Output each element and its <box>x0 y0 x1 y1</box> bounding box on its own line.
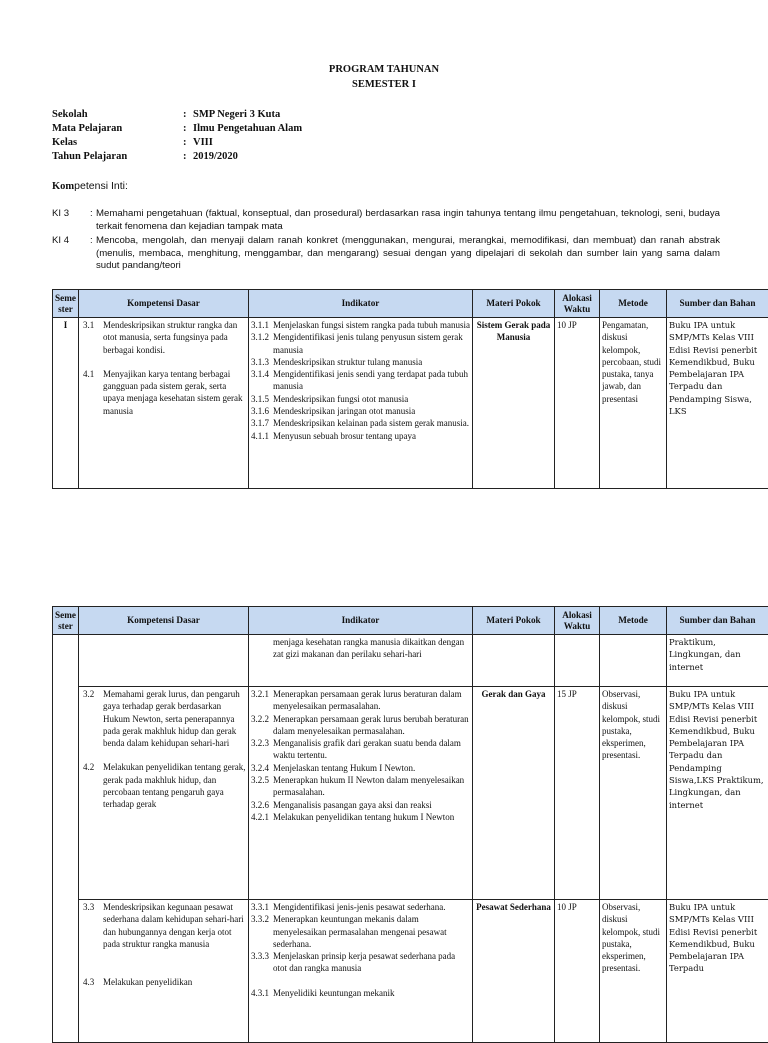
alokasi-cell <box>555 318 600 489</box>
ki-code: KI 3 <box>52 208 69 221</box>
metode-cell <box>600 900 667 1043</box>
kd-item: 3.1 Mendeskripsikan struktur rangka dan otot manusia, serta fungsinya pada berbagai kondisi. <box>81 319 246 356</box>
info-value: SMP Negeri 3 Kuta <box>193 109 280 120</box>
info-value: VIII <box>193 137 213 148</box>
table-row <box>53 900 768 1043</box>
indikator-item: 3.3.3 Menjelaskan prinsip kerja pesawat sederhana pada otot dan rangka manusia <box>251 950 470 975</box>
kd-cell <box>79 635 249 687</box>
info-value: Ilmu Pengetahuan Alam <box>193 123 302 134</box>
metode-cell <box>600 318 667 489</box>
info-label: Sekolah <box>52 109 88 120</box>
indikator-item: 3.3.1 Mengidentifikasi jenis-jenis pesawat sederhana. <box>251 901 470 913</box>
indikator-item: 4.3.1 Menyelidiki keuntungan mekanik <box>251 987 470 999</box>
table-row <box>53 687 768 900</box>
kd-item: 4.3 Melakukan penyelidikan <box>81 976 246 988</box>
kd-item: 4.2 Melakukan penyelidikan tentang gerak, gerak pada makhluk hidup, dan percobaan tentang pengaruh gaya terhadap gerak <box>81 761 246 810</box>
header-alokasi-waktu: Alokasi Waktu <box>555 290 600 318</box>
indikator-item: 4.1.1 Menyusun sebuah brosur tentang upaya <box>251 430 470 442</box>
materi-cell <box>473 318 555 489</box>
indikator-cell <box>249 687 473 900</box>
header-kompetensi-dasar: Kompetensi Dasar <box>79 607 249 635</box>
indikator-item: 3.2.6 Menganalisis pasangan gaya aksi dan reaksi <box>251 799 470 811</box>
indikator-cell <box>249 900 473 1043</box>
header-kompetensi-dasar: Kompetensi Dasar <box>79 290 249 318</box>
sumber-value: Buku IPA untuk SMP/MTs Kelas VIII Edisi Revisi penerbit Kemendikbud, Buku Pembelajaran IPA Terpadu dan Pendamping Siswa,LKS Praktikum, Lingkungan, dan internet <box>669 688 766 898</box>
table-row-continuation <box>53 635 768 687</box>
info-separator: : <box>183 151 187 162</box>
ki-colon: : <box>90 208 93 221</box>
ki-text: Mencoba, mengolah, dan menyaji dalam ranah konkret (menggunakan, mengurai, merangkai, memodifikasi, dan membuat) dan ranah abstrak (menulis, membaca, menghitung, menggambar, dan mengarang) sesuai dengan yang dipelajari di sekolah dan sumber lain yang sama dalam sudut pandang/teori <box>96 235 720 273</box>
ki-colon: : <box>90 235 93 248</box>
info-label: Kelas <box>52 137 77 148</box>
kd-item: 3.2 Memahami gerak lurus, dan pengaruh gaya terhadap gerak berdasarkan Hukum Newton, serta penerapannya pada gerak makhluk hidup dan gerak benda dalam kehidupan sehari-hari <box>81 688 246 749</box>
kd-item: 3.3 Mendeskripsikan kegunaan pesawat sederhana dalam kehidupan sehari-hari dan hubungannya dengan kerja otot pada struktur rangka manusia <box>81 901 246 950</box>
kompetensi-inti-heading <box>52 180 128 192</box>
header-materi-pokok: Materi Pokok <box>473 607 555 635</box>
header-semester: Semester <box>53 290 79 318</box>
sumber-cell <box>667 900 768 1043</box>
indikator-item: 3.3.2 Menerapkan keuntungan mekanis dalam menyelesaikan permasalahan mengenai pesawat sederhana. <box>251 913 470 950</box>
header-indikator: Indikator <box>249 607 473 635</box>
metode-value: Pengamatan, diskusi kelompok, percobaan, studi pustaka, tanya jawab, dan presentasi <box>602 319 664 405</box>
ki-4 <box>52 235 720 273</box>
program-table-page-1 <box>52 289 768 489</box>
semester-cell <box>53 635 79 1043</box>
indikator-item: 3.2.4 Menjelaskan tentang Hukum I Newton. <box>251 762 470 774</box>
metode-cell <box>600 635 667 687</box>
header-materi-pokok: Materi Pokok <box>473 290 555 318</box>
indikator-continuation: menjaga kesehatan rangka manusia dikaitkan dengan zat gizi makanan dan perilaku sehari-hari <box>251 636 470 685</box>
ki-code: KI 4 <box>52 235 69 248</box>
info-label: Tahun Pelajaran <box>52 151 127 162</box>
indikator-item: 3.1.5 Mendeskripsikan fungsi otot manusia <box>251 393 470 405</box>
metode-cell <box>600 687 667 900</box>
indikator-item: 3.1.7 Mendeskripsikan kelainan pada sistem gerak manusia. <box>251 417 470 429</box>
indikator-item: 3.1.2 Mengidentifikasi jenis tulang penyusun sistem gerak manusia <box>251 331 470 356</box>
table-row <box>53 318 768 489</box>
materi-value: Gerak dan Gaya <box>475 688 552 700</box>
document-subtitle: SEMESTER I <box>0 79 768 90</box>
kd-cell <box>79 687 249 900</box>
indikator-cell <box>249 635 473 687</box>
indikator-item: 3.1.4 Mengidentifikasi jenis sendi yang terdapat pada tubuh manusia <box>251 368 470 393</box>
sumber-value: Buku IPA untuk SMP/MTs Kelas VIII Edisi Revisi penerbit Kemendikbud, Buku Pembelajaran IPA Terpadu <box>669 901 766 1041</box>
indikator-item: 3.1.3 Mendeskripsikan struktur tulang manusia <box>251 356 470 368</box>
header-metode: Metode <box>600 290 667 318</box>
info-separator: : <box>183 137 187 148</box>
materi-cell <box>473 687 555 900</box>
indikator-item: 3.1.1 Menjelaskan fungsi sistem rangka pada tubuh manusia <box>251 319 470 331</box>
alokasi-cell <box>555 635 600 687</box>
alokasi-cell <box>555 900 600 1043</box>
program-table-page-2 <box>52 606 768 1043</box>
alokasi-value: 10 JP <box>557 901 597 913</box>
indikator-item: 4.2.1 Melakukan penyelidikan tentang hukum I Newton <box>251 811 470 823</box>
materi-cell <box>473 900 555 1043</box>
header-semester: Semester <box>53 607 79 635</box>
alokasi-value: 15 JP <box>557 688 597 700</box>
kompetensi-rest: petensi Inti: <box>74 180 128 192</box>
kd-cell <box>79 318 249 489</box>
sumber-continuation: Praktikum, Lingkungan, dan internet <box>669 636 766 685</box>
info-value: 2019/2020 <box>193 151 238 162</box>
header-alokasi-waktu: Alokasi Waktu <box>555 607 600 635</box>
indikator-item: 3.2.3 Menganalisis grafik dari gerakan suatu benda dalam waktu tertentu. <box>251 737 470 762</box>
indikator-item: 3.2.5 Menerapkan hukum II Newton dalam menyelesaikan permasalahan. <box>251 774 470 799</box>
indikator-cell <box>249 318 473 489</box>
table-header-row <box>53 607 768 635</box>
kd-item: 4.1 Menyajikan karya tentang berbagai gangguan pada sistem gerak, serta upaya menjaga kesehatan sistem gerak manusia <box>81 368 246 417</box>
materi-value: Sistem Gerak pada Manusia <box>475 319 552 344</box>
indikator-item: 3.1.6 Mendeskripsikan jaringan otot manusia <box>251 405 470 417</box>
header-sumber-bahan: Sumber dan Bahan <box>667 290 768 318</box>
metode-value: Observasi, diskusi kelompok, studi pustaka, eksperimen, presentasi. <box>602 901 664 975</box>
semester-value: I <box>55 319 76 331</box>
alokasi-cell <box>555 687 600 900</box>
header-sumber-bahan: Sumber dan Bahan <box>667 607 768 635</box>
sumber-cell <box>667 318 768 489</box>
document-title: PROGRAM TAHUNAN <box>0 64 768 75</box>
ki-text: Memahami pengetahuan (faktual, konseptual, dan prosedural) berdasarkan rasa ingin tahunya tentang ilmu pengetahuan, teknologi, seni, budaya terkait fenomena dan kejadian tampak mata <box>96 208 720 233</box>
header-metode: Metode <box>600 607 667 635</box>
header-indikator: Indikator <box>249 290 473 318</box>
table-header-row <box>53 290 768 318</box>
indikator-item: 3.2.2 Menerapkan persamaan gerak lurus berubah beraturan dalam menyelesaikan permasalahan. <box>251 713 470 738</box>
alokasi-value: 10 JP <box>557 319 597 331</box>
metode-value: Observasi, diskusi kelompok, studi pustaka, eksperimen, presentasi. <box>602 688 664 762</box>
sumber-cell <box>667 687 768 900</box>
sumber-value: Buku IPA untuk SMP/MTs Kelas VIII Edisi Revisi penerbit Kemendikbud, Buku Pembelajaran IPA Terpadu dan Pendamping Siswa, LKS <box>669 319 766 417</box>
materi-cell <box>473 635 555 687</box>
info-separator: : <box>183 123 187 134</box>
materi-value: Pesawat Sederhana <box>475 901 552 913</box>
kompetensi-bold: Kom <box>52 181 74 192</box>
info-label: Mata Pelajaran <box>52 123 122 134</box>
semester-cell <box>53 318 79 489</box>
kd-cell <box>79 900 249 1043</box>
ki-3 <box>52 208 720 233</box>
info-separator: : <box>183 109 187 120</box>
sumber-cell <box>667 635 768 687</box>
indikator-item: 3.2.1 Menerapkan persamaan gerak lurus beraturan dalam menyelesaikan permasalahan. <box>251 688 470 713</box>
